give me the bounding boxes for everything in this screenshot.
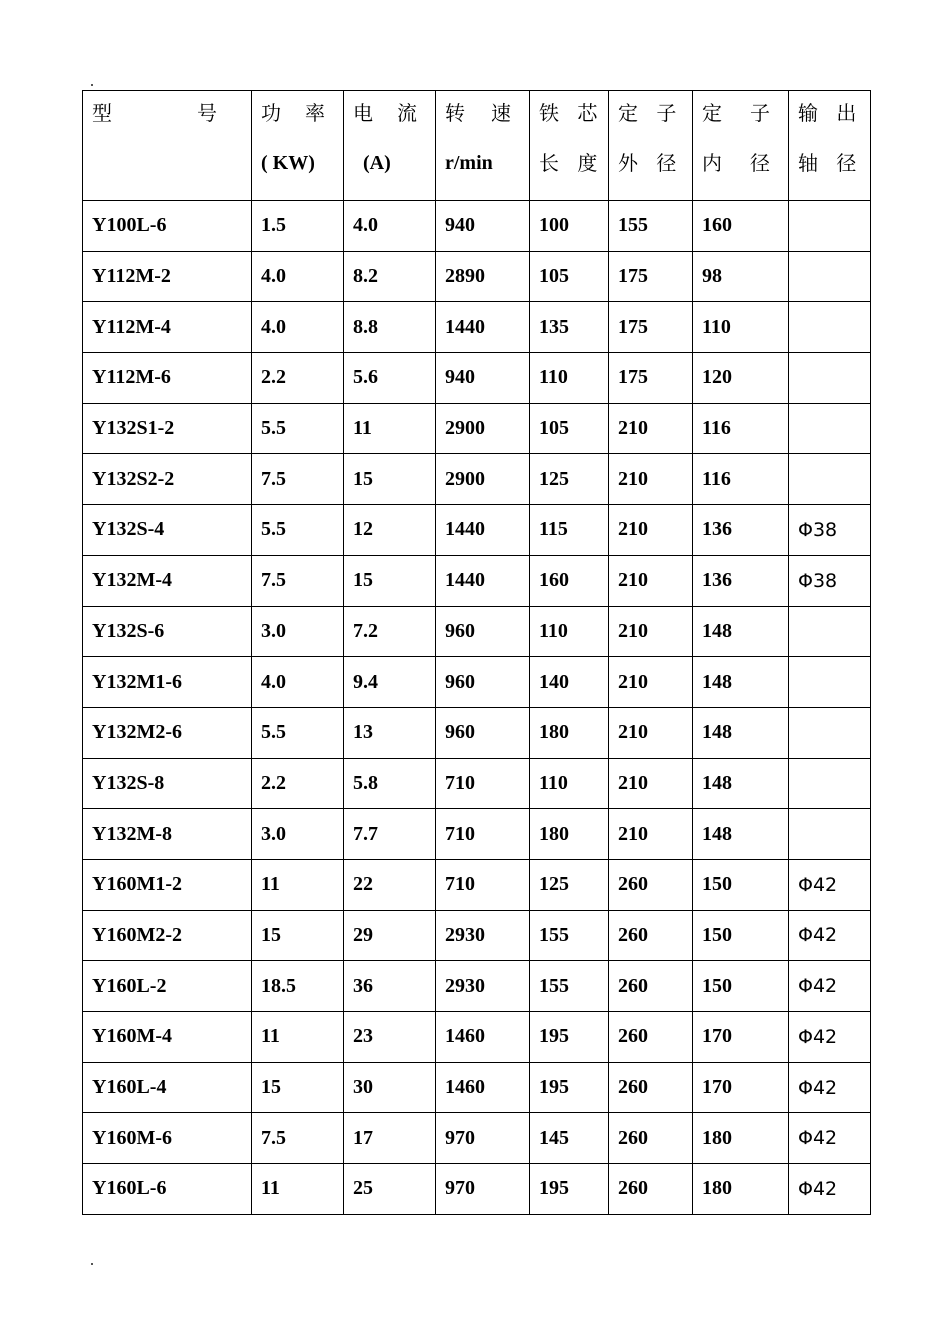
cell-current: 11 [344,403,436,454]
cell-stator-inner: 148 [693,809,789,860]
cell-current: 23 [344,1012,436,1063]
cell-core-length: 180 [530,809,609,860]
table-row [83,961,871,1012]
cell-shaft-diameter [789,707,871,758]
table-row [83,1012,871,1063]
cell-power: 7.5 [252,555,344,606]
cell-stator-outer: 210 [609,555,693,606]
table-row [83,353,871,404]
table-row [83,707,871,758]
cell-speed: 710 [436,809,530,860]
cell-stator-outer: 175 [609,302,693,353]
cell-core-length: 180 [530,707,609,758]
cell-speed: 960 [436,707,530,758]
cell-shaft-diameter: Φ42 [789,1113,871,1164]
cell-shaft-diameter [789,809,871,860]
table-row [83,201,871,252]
cell-current: 9.4 [344,657,436,708]
cell-model: Y112M-4 [83,302,252,353]
cell-core-length: 195 [530,1164,609,1215]
cell-power: 15 [252,910,344,961]
cell-power: 3.0 [252,606,344,657]
cell-model: Y100L-6 [83,201,252,252]
cell-power: 4.0 [252,251,344,302]
table-row [83,505,871,556]
cell-current: 13 [344,707,436,758]
cell-model: Y112M-2 [83,251,252,302]
cell-current: 5.8 [344,758,436,809]
cell-core-length: 155 [530,910,609,961]
cell-speed: 940 [436,201,530,252]
table-row [83,1164,871,1215]
cell-stator-inner: 136 [693,555,789,606]
table-row [83,555,871,606]
cell-core-length: 140 [530,657,609,708]
header-current-unit: (A) [363,152,391,174]
header-power: 功 率 ( KW) [252,91,344,201]
cell-model: Y160L-4 [83,1062,252,1113]
cell-stator-outer: 260 [609,859,693,910]
cell-speed: 2930 [436,910,530,961]
cell-speed: 2900 [436,403,530,454]
cell-current: 12 [344,505,436,556]
cell-stator-inner: 150 [693,910,789,961]
cell-stator-outer: 210 [609,809,693,860]
cell-speed: 970 [436,1113,530,1164]
table-row [83,403,871,454]
table-row [83,606,871,657]
cell-stator-inner: 180 [693,1164,789,1215]
cell-current: 17 [344,1113,436,1164]
cell-shaft-diameter [789,657,871,708]
table-row [83,910,871,961]
cell-power: 5.5 [252,505,344,556]
page-marker-bottom [91,1263,93,1265]
cell-stator-inner: 170 [693,1062,789,1113]
cell-model: Y160M-4 [83,1012,252,1063]
cell-shaft-diameter [789,251,871,302]
cell-speed: 2900 [436,454,530,505]
cell-stator-inner: 170 [693,1012,789,1063]
cell-stator-outer: 260 [609,1062,693,1113]
cell-shaft-diameter [789,353,871,404]
cell-model: Y132S-4 [83,505,252,556]
cell-stator-inner: 150 [693,859,789,910]
cell-stator-outer: 210 [609,758,693,809]
cell-speed: 960 [436,657,530,708]
cell-stator-outer: 155 [609,201,693,252]
cell-stator-outer: 260 [609,961,693,1012]
cell-stator-inner: 110 [693,302,789,353]
cell-speed: 1440 [436,302,530,353]
cell-model: Y112M-6 [83,353,252,404]
cell-power: 2.2 [252,758,344,809]
cell-power: 7.5 [252,454,344,505]
cell-shaft-diameter: Φ42 [789,1164,871,1215]
cell-power: 4.0 [252,302,344,353]
cell-core-length: 115 [530,505,609,556]
cell-core-length: 155 [530,961,609,1012]
cell-model: Y132M-8 [83,809,252,860]
cell-shaft-diameter: Φ38 [789,505,871,556]
cell-current: 15 [344,454,436,505]
cell-model: Y132S-8 [83,758,252,809]
table-row [83,251,871,302]
cell-stator-inner: 148 [693,758,789,809]
cell-power: 1.5 [252,201,344,252]
cell-core-length: 105 [530,251,609,302]
cell-current: 7.2 [344,606,436,657]
cell-speed: 710 [436,859,530,910]
cell-core-length: 110 [530,758,609,809]
cell-stator-inner: 148 [693,657,789,708]
table-row [83,809,871,860]
cell-core-length: 135 [530,302,609,353]
cell-stator-outer: 175 [609,251,693,302]
cell-core-length: 110 [530,606,609,657]
cell-shaft-diameter [789,606,871,657]
cell-speed: 1440 [436,555,530,606]
cell-model: Y160L-6 [83,1164,252,1215]
cell-stator-outer: 210 [609,403,693,454]
table-row [83,302,871,353]
cell-stator-inner: 116 [693,403,789,454]
cell-power: 15 [252,1062,344,1113]
cell-power: 2.2 [252,353,344,404]
cell-shaft-diameter [789,302,871,353]
cell-core-length: 100 [530,201,609,252]
cell-speed: 1460 [436,1062,530,1113]
cell-current: 7.7 [344,809,436,860]
cell-stator-outer: 260 [609,1164,693,1215]
cell-model: Y160L-2 [83,961,252,1012]
cell-stator-outer: 260 [609,1012,693,1063]
header-shaft-diameter: 输 出 轴 径 [789,91,871,201]
header-core-length: 铁 芯 长 度 [530,91,609,201]
page-marker-top [91,84,93,86]
cell-current: 22 [344,859,436,910]
cell-current: 8.8 [344,302,436,353]
cell-shaft-diameter: Φ42 [789,910,871,961]
cell-power: 11 [252,1164,344,1215]
header-speed: 转 速 r/min [436,91,530,201]
cell-current: 29 [344,910,436,961]
cell-current: 4.0 [344,201,436,252]
cell-model: Y160M1-2 [83,859,252,910]
cell-current: 36 [344,961,436,1012]
cell-stator-outer: 210 [609,707,693,758]
cell-stator-outer: 175 [609,353,693,404]
cell-shaft-diameter: Φ42 [789,1062,871,1113]
cell-stator-outer: 260 [609,910,693,961]
cell-core-length: 145 [530,1113,609,1164]
cell-power: 11 [252,859,344,910]
cell-power: 5.5 [252,707,344,758]
cell-stator-inner: 160 [693,201,789,252]
cell-stator-outer: 210 [609,606,693,657]
cell-core-length: 195 [530,1062,609,1113]
cell-model: Y132M1-6 [83,657,252,708]
cell-model: Y160M-6 [83,1113,252,1164]
cell-model: Y132S-6 [83,606,252,657]
cell-speed: 710 [436,758,530,809]
cell-stator-inner: 120 [693,353,789,404]
cell-stator-inner: 136 [693,505,789,556]
cell-power: 4.0 [252,657,344,708]
cell-stator-inner: 148 [693,606,789,657]
cell-shaft-diameter [789,201,871,252]
cell-shaft-diameter: Φ42 [789,859,871,910]
cell-speed: 940 [436,353,530,404]
cell-stator-outer: 210 [609,454,693,505]
cell-current: 5.6 [344,353,436,404]
cell-core-length: 195 [530,1012,609,1063]
table-row [83,1062,871,1113]
table-row [83,454,871,505]
cell-stator-inner: 150 [693,961,789,1012]
cell-power: 5.5 [252,403,344,454]
header-model: 型 号 [83,91,252,201]
cell-speed: 2930 [436,961,530,1012]
cell-stator-inner: 148 [693,707,789,758]
cell-shaft-diameter: Φ38 [789,555,871,606]
header-stator-outer: 定 子 外 径 [609,91,693,201]
header-stator-inner: 定 子 内 径 [693,91,789,201]
cell-stator-outer: 210 [609,505,693,556]
cell-model: Y132S2-2 [83,454,252,505]
cell-power: 11 [252,1012,344,1063]
cell-stator-outer: 210 [609,657,693,708]
cell-model: Y160M2-2 [83,910,252,961]
cell-core-length: 125 [530,859,609,910]
cell-core-length: 110 [530,353,609,404]
cell-stator-outer: 260 [609,1113,693,1164]
cell-speed: 960 [436,606,530,657]
cell-stator-inner: 180 [693,1113,789,1164]
cell-stator-inner: 98 [693,251,789,302]
cell-power: 7.5 [252,1113,344,1164]
cell-power: 3.0 [252,809,344,860]
cell-current: 30 [344,1062,436,1113]
cell-shaft-diameter: Φ42 [789,1012,871,1063]
motor-spec-table [82,90,871,1215]
table-row [83,1113,871,1164]
table-row [83,859,871,910]
table-row [83,657,871,708]
cell-core-length: 125 [530,454,609,505]
table-header-row [83,91,871,201]
cell-current: 8.2 [344,251,436,302]
header-speed-unit: r/min [445,152,493,174]
cell-shaft-diameter [789,403,871,454]
cell-current: 25 [344,1164,436,1215]
cell-speed: 2890 [436,251,530,302]
table-row [83,758,871,809]
cell-model: Y132M2-6 [83,707,252,758]
cell-core-length: 160 [530,555,609,606]
cell-shaft-diameter [789,454,871,505]
header-current: 电 流 (A) [344,91,436,201]
cell-speed: 1460 [436,1012,530,1063]
cell-shaft-diameter [789,758,871,809]
header-power-unit: ( KW) [261,152,315,174]
cell-shaft-diameter: Φ42 [789,961,871,1012]
cell-stator-inner: 116 [693,454,789,505]
cell-model: Y132S1-2 [83,403,252,454]
cell-speed: 970 [436,1164,530,1215]
cell-power: 18.5 [252,961,344,1012]
cell-current: 15 [344,555,436,606]
cell-model: Y132M-4 [83,555,252,606]
cell-core-length: 105 [530,403,609,454]
cell-speed: 1440 [436,505,530,556]
